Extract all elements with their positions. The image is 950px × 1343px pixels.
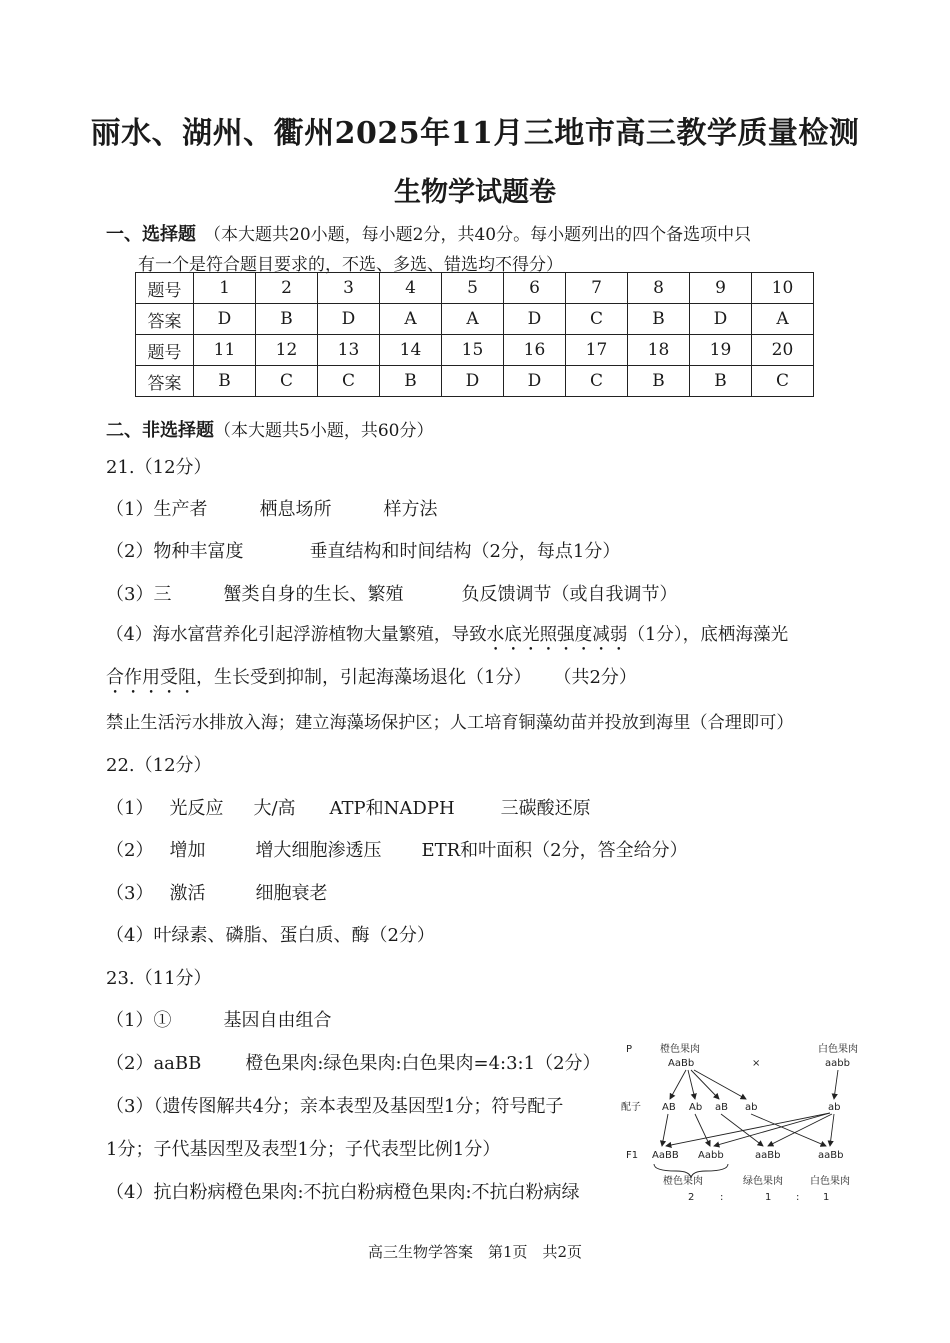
parent2-genotype: aabb xyxy=(825,1058,850,1069)
answer-text: 橙色果肉:绿色果肉:白色果肉=4:3:1（2分） xyxy=(245,1053,601,1074)
row-label: 题号 xyxy=(136,335,194,366)
offspring-genotype: aaBb xyxy=(755,1150,781,1161)
question-number: 1 xyxy=(194,273,256,304)
page-footer: 高三生物学答案 第1页 共2页 xyxy=(367,1243,583,1261)
table-row xyxy=(136,335,814,366)
answer-cell: B xyxy=(690,366,752,397)
question-number: 14 xyxy=(380,335,442,366)
answer-text: （1）生产者 xyxy=(106,499,208,520)
answer-text: 细胞衰老 xyxy=(255,883,328,904)
question-number: 4 xyxy=(380,273,442,304)
ratio-value: 1 xyxy=(765,1192,772,1203)
answer-text: ，生长受到抑制，引起海藻场退化（1分） xyxy=(196,667,532,688)
q22-part3 xyxy=(106,879,327,905)
offspring-genotype: Aabb xyxy=(698,1150,724,1161)
answer-cell: C xyxy=(566,304,628,335)
answer-text: （2） xyxy=(106,840,154,861)
answer-cell: B xyxy=(628,304,690,335)
section2-desc: （本大题共5小题，共60分） xyxy=(214,421,434,441)
table-row xyxy=(136,273,814,304)
answer-text: 三碳酸还原 xyxy=(500,798,591,819)
offspring-genotype: AaBB xyxy=(652,1150,679,1161)
q21-part1 xyxy=(106,495,437,521)
answer-cell: A xyxy=(752,304,814,335)
q21-part3 xyxy=(106,580,677,606)
section1-desc2: 有一个是符合题目要求的，不选、多选、错选均不得分） xyxy=(138,255,563,275)
answer-cell: C xyxy=(256,366,318,397)
question-number: 6 xyxy=(504,273,566,304)
emphasized-text: 合作用受阻 xyxy=(106,667,196,688)
question-number: 3 xyxy=(318,273,380,304)
answer-cell: B xyxy=(380,366,442,397)
answer-cell: D xyxy=(690,304,752,335)
answer-text: 激活 xyxy=(169,883,206,904)
answer-cell: D xyxy=(442,366,504,397)
answer-cell: A xyxy=(442,304,504,335)
q22-part4: （4）叶绿素、磷脂、蛋白质、酶（2分） xyxy=(106,925,435,946)
question-number: 19 xyxy=(690,335,752,366)
p-label: P xyxy=(626,1044,633,1055)
answer-text: ETR和叶面积（2分，答全给分） xyxy=(421,840,688,861)
ratio-value: 1 xyxy=(823,1192,830,1203)
gamete-ab-3: aB xyxy=(715,1102,728,1113)
q21-part2 xyxy=(106,537,620,563)
question-number: 17 xyxy=(566,335,628,366)
page-subtitle: 生物学试题卷 xyxy=(394,177,556,208)
q21-heading: 21.（12分） xyxy=(106,457,212,478)
q23-part1 xyxy=(106,1006,331,1032)
phenotype-green: 绿色果肉 xyxy=(743,1176,783,1187)
row-label: 答案 xyxy=(136,366,194,397)
gamete-ab-4: ab xyxy=(745,1102,758,1113)
answer-text: 栖息场所 xyxy=(259,499,332,520)
q23-part4: （4）抗白粉病橙色果肉:不抗白粉病橙色果肉:不抗白粉病绿 xyxy=(106,1182,580,1203)
answer-text: 垂直结构和时间结构（2分，每点1分） xyxy=(309,541,621,562)
gamete-parent2: ab xyxy=(828,1102,841,1113)
answer-cell: C xyxy=(752,366,814,397)
question-number: 8 xyxy=(628,273,690,304)
answer-text: （1） xyxy=(106,798,154,819)
answer-text: 光反应 xyxy=(169,798,224,819)
answer-text: （3） xyxy=(106,883,154,904)
phenotype-orange: 橙色果肉 xyxy=(663,1176,703,1187)
answer-text: ATP和NADPH xyxy=(329,798,455,819)
question-number: 7 xyxy=(566,273,628,304)
emphasized-text: 水底光照强度减弱 xyxy=(486,625,628,645)
ratio-separator: : xyxy=(720,1192,724,1203)
answer-cell: D xyxy=(504,304,566,335)
q21-part4-line1 xyxy=(106,621,788,655)
ratio-separator: : xyxy=(796,1192,800,1203)
answer-text: （1分），底栖海藻光 xyxy=(627,625,789,645)
row-label: 答案 xyxy=(136,304,194,335)
answer-text: 增加 xyxy=(169,840,206,861)
section1-desc1: （本大题共20小题，每小题2分，共40分。每小题列出的四个备选项中只 xyxy=(204,225,752,245)
answer-text: 基因自由组合 xyxy=(223,1010,332,1031)
parent2-phenotype: 白色果肉 xyxy=(818,1044,858,1055)
cross-symbol: × xyxy=(752,1058,761,1069)
q22-heading: 22.（12分） xyxy=(106,755,212,776)
f1-label: F1 xyxy=(626,1150,639,1161)
row-label: 题号 xyxy=(136,273,194,304)
section2-line xyxy=(106,416,433,442)
gamete-ab-2: Ab xyxy=(689,1102,703,1113)
question-number: 13 xyxy=(318,335,380,366)
question-number: 9 xyxy=(690,273,752,304)
question-number: 20 xyxy=(752,335,814,366)
question-number: 5 xyxy=(442,273,504,304)
answer-text: 增大细胞渗透压 xyxy=(255,840,382,861)
answer-cell: B xyxy=(194,366,256,397)
answer-text: （1）① xyxy=(106,1010,172,1031)
section2-heading: 二、非选择题 xyxy=(106,420,214,441)
answer-cell: B xyxy=(628,366,690,397)
parent1-phenotype: 橙色果肉 xyxy=(660,1044,700,1055)
page-title: 丽水、湖州、衢州2025年11月三地市高三教学质量检测 xyxy=(90,116,860,151)
question-number: 18 xyxy=(628,335,690,366)
q23-part2 xyxy=(106,1049,601,1075)
table-row xyxy=(136,304,814,335)
answer-cell: D xyxy=(194,304,256,335)
q22-part1 xyxy=(106,794,591,820)
answer-text: （3）三 xyxy=(106,584,172,605)
gamete-label: 配子 xyxy=(621,1102,641,1113)
gamete-ab-1: AB xyxy=(662,1102,676,1113)
question-number: 11 xyxy=(194,335,256,366)
question-number: 10 xyxy=(752,273,814,304)
answer-cell: B xyxy=(256,304,318,335)
answer-text: 蟹类自身的生长、繁殖 xyxy=(223,584,404,605)
phenotype-white: 白色果肉 xyxy=(810,1176,850,1187)
answer-cell: C xyxy=(566,366,628,397)
table-row xyxy=(136,366,814,397)
answer-text: 样方法 xyxy=(383,499,438,520)
answer-text: （共2分） xyxy=(553,667,637,688)
parent1-genotype: AaBb xyxy=(668,1058,695,1069)
answer-cell: A xyxy=(380,304,442,335)
answer-text: （4）海水富营养化引起浮游植物大量繁殖，导致 xyxy=(106,625,487,645)
q23-heading: 23.（11分） xyxy=(106,968,212,989)
q23-part3-line1: （3）（遗传图解共4分；亲本表型及基因型1分；符号配子 xyxy=(106,1096,564,1117)
answer-cell: D xyxy=(504,366,566,397)
question-number: 12 xyxy=(256,335,318,366)
ratio-value: 2 xyxy=(688,1192,695,1203)
genetic-cross-diagram xyxy=(618,1038,868,1208)
question-number: 2 xyxy=(256,273,318,304)
offspring-genotype: aaBb xyxy=(818,1150,844,1161)
question-number: 16 xyxy=(504,335,566,366)
section1-line1 xyxy=(106,220,751,246)
answer-cell: D xyxy=(318,304,380,335)
q21-part4-line2 xyxy=(106,663,637,698)
answer-cell: C xyxy=(318,366,380,397)
answer-table xyxy=(135,272,814,397)
answer-text: （2）aaBB xyxy=(106,1053,202,1074)
question-number: 15 xyxy=(442,335,504,366)
q23-part3-line2: 1分；子代基因型及表型1分；子代表型比例1分） xyxy=(106,1139,501,1160)
answer-text: 大/高 xyxy=(253,798,296,819)
section1-heading: 一、选择题 xyxy=(106,224,196,245)
answer-text: （2）物种丰富度 xyxy=(106,541,244,562)
q22-part2 xyxy=(106,836,688,862)
answer-text: 负反馈调节（或自我调节） xyxy=(461,584,678,605)
q21-part4-line3: 禁止生活污水排放入海；建立海藻场保护区；人工培育铜藻幼苗并投放到海里（合理即可） xyxy=(106,713,794,733)
